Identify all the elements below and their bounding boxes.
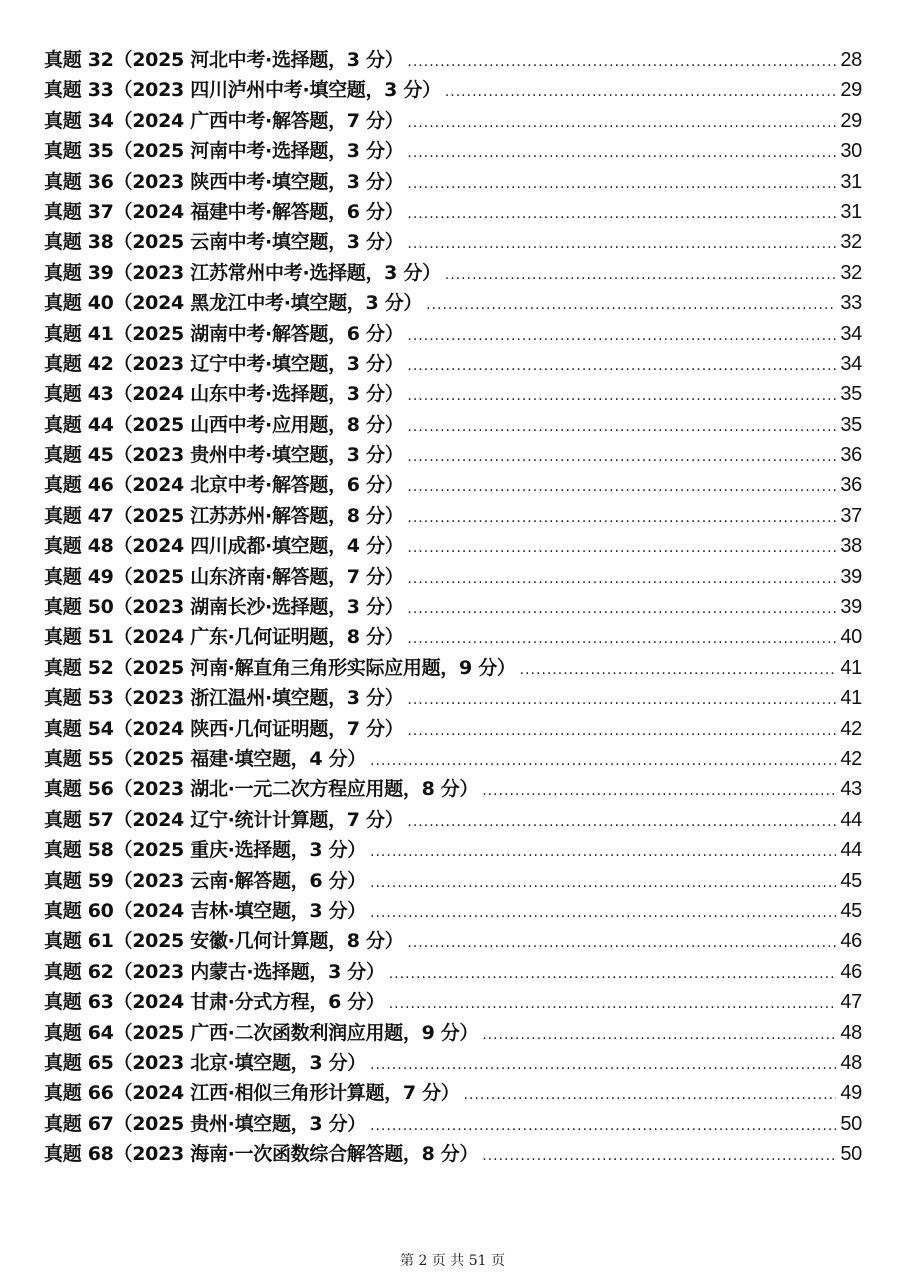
dot-leader [407, 685, 836, 715]
toc-entry-page-number: 45 [840, 869, 862, 892]
toc-entry[interactable] [44, 835, 862, 865]
toc-entry-page-number: 41 [840, 687, 862, 710]
dot-leader [407, 321, 836, 351]
toc-entry-title: 真题 42（2023 辽宁中考·填空题，3 分） [44, 352, 404, 375]
toc-entry-page-number: 47 [840, 991, 862, 1014]
toc-entry[interactable] [44, 592, 862, 622]
toc-entry-page-number: 34 [840, 352, 862, 375]
toc-entry[interactable] [44, 1048, 862, 1078]
dot-leader [407, 807, 836, 837]
toc-entry[interactable] [44, 805, 862, 835]
dot-leader [407, 624, 836, 654]
dot-leader [407, 442, 836, 472]
toc-entry-title: 真题 56（2023 湖北·一元二次方程应用题，8 分） [44, 778, 479, 801]
toc-entry-page-number: 35 [840, 413, 862, 436]
toc-entry-title: 真题 67（2025 贵州·填空题，3 分） [44, 1112, 367, 1135]
toc-entry-title: 真题 49（2025 山东济南·解答题，7 分） [44, 565, 404, 588]
toc-entry-page-number: 34 [840, 322, 862, 345]
toc-entry[interactable] [44, 926, 862, 956]
toc-entry-page-number: 46 [840, 930, 862, 953]
toc-entry[interactable] [44, 470, 862, 500]
toc-entry-title: 真题 33（2023 四川泸州中考·填空题，3 分） [44, 79, 441, 102]
toc-entry-title: 真题 51（2024 广东·几何证明题，8 分） [44, 626, 404, 649]
toc-entry-title: 真题 47（2025 江苏苏州·解答题，8 分） [44, 504, 404, 527]
toc-entry-page-number: 30 [840, 140, 862, 163]
dot-leader [426, 290, 836, 320]
dot-leader [407, 47, 836, 77]
dot-leader [520, 655, 837, 685]
toc-entry-page-number: 31 [840, 170, 862, 193]
toc-entry-page-number: 50 [840, 1112, 862, 1135]
toc-entry-title: 真题 63（2024 甘肃·分式方程，6 分） [44, 991, 385, 1014]
dot-leader [407, 108, 836, 138]
toc-entry[interactable] [44, 136, 862, 166]
toc-entry-title: 真题 38（2025 云南中考·填空题，3 分） [44, 231, 404, 254]
toc-entry[interactable] [44, 75, 862, 105]
toc-entry[interactable] [44, 167, 862, 197]
toc-entry-page-number: 44 [840, 808, 862, 831]
toc-entry[interactable] [44, 987, 862, 1017]
dot-leader [407, 928, 836, 958]
toc-entry-page-number: 29 [840, 109, 862, 132]
toc-entry-title: 真题 39（2023 江苏常州中考·选择题，3 分） [44, 261, 441, 284]
toc-entry-page-number: 42 [840, 717, 862, 740]
toc-entry-page-number: 50 [840, 1143, 862, 1166]
toc-entry-page-number: 39 [840, 596, 862, 619]
toc-entry-page-number: 32 [840, 231, 862, 254]
toc-entry-page-number: 35 [840, 383, 862, 406]
toc-entry[interactable] [44, 379, 862, 409]
dot-leader [370, 746, 836, 776]
toc-entry[interactable] [44, 106, 862, 136]
toc-entry[interactable] [44, 531, 862, 561]
toc-entry[interactable] [44, 410, 862, 440]
dot-leader [407, 594, 836, 624]
dot-leader [464, 1080, 837, 1110]
toc-entry-page-number: 44 [840, 839, 862, 862]
dot-leader [407, 169, 836, 199]
toc-entry[interactable] [44, 653, 862, 683]
toc-entry-title: 真题 37（2024 福建中考·解答题，6 分） [44, 200, 404, 223]
dot-leader [407, 533, 836, 563]
toc-entry-page-number: 38 [840, 535, 862, 558]
toc-entry-title: 真题 65（2023 北京·填空题，3 分） [44, 1051, 367, 1074]
dot-leader [407, 503, 836, 533]
toc-entry-title: 真题 68（2023 海南·一次函数综合解答题，8 分） [44, 1143, 479, 1166]
toc-entry-page-number: 40 [840, 626, 862, 649]
toc-entry-page-number: 39 [840, 565, 862, 588]
dot-leader [370, 1050, 836, 1080]
dot-leader [482, 1020, 836, 1050]
toc-entry-page-number: 41 [840, 656, 862, 679]
dot-leader [407, 564, 836, 594]
dot-leader [407, 472, 836, 502]
toc-entry-title: 真题 43（2024 山东中考·选择题，3 分） [44, 383, 404, 406]
toc-entry-page-number: 37 [840, 504, 862, 527]
toc-entry-title: 真题 58（2025 重庆·选择题，3 分） [44, 839, 367, 862]
toc-entry[interactable] [44, 866, 862, 896]
dot-leader [407, 716, 836, 746]
toc-entry-title: 真题 53（2023 浙江温州·填空题，3 分） [44, 687, 404, 710]
toc-entry-page-number: 42 [840, 747, 862, 770]
table-of-contents [44, 45, 862, 1169]
dot-leader [407, 229, 836, 259]
dot-leader [445, 260, 837, 290]
toc-entry-title: 真题 54（2024 陕西·几何证明题，7 分） [44, 717, 404, 740]
toc-entry[interactable] [44, 258, 862, 288]
toc-entry-page-number: 48 [840, 1051, 862, 1074]
dot-leader [370, 898, 836, 928]
dot-leader [370, 1111, 836, 1141]
toc-entry-title: 真题 50（2023 湖南长沙·选择题，3 分） [44, 596, 404, 619]
toc-entry-title: 真题 57（2024 辽宁·统计计算题，7 分） [44, 808, 404, 831]
toc-entry[interactable] [44, 1139, 862, 1169]
dot-leader [407, 138, 836, 168]
toc-entry[interactable] [44, 622, 862, 652]
toc-entry-title: 真题 59（2023 云南·解答题，6 分） [44, 869, 367, 892]
toc-entry-page-number: 36 [840, 444, 862, 467]
toc-entry-title: 真题 32（2025 河北中考·选择题，3 分） [44, 49, 404, 71]
toc-entry-page-number: 36 [840, 474, 862, 497]
toc-entry-title: 真题 52（2025 河南·解直角三角形实际应用题，9 分） [44, 656, 516, 679]
dot-leader [407, 381, 836, 411]
toc-entry-page-number: 33 [840, 292, 862, 315]
toc-entry[interactable] [44, 501, 862, 531]
toc-entry-page-number: 32 [840, 261, 862, 284]
toc-entry[interactable] [44, 288, 862, 318]
toc-entry[interactable] [44, 197, 862, 227]
toc-entry[interactable] [44, 319, 862, 349]
dot-leader [389, 959, 837, 989]
toc-entry-title: 真题 46（2024 北京中考·解答题，6 分） [44, 474, 404, 497]
toc-entry-title: 真题 60（2024 吉林·填空题，3 分） [44, 899, 367, 922]
page-footer: 第 2 页 共 51 页 [400, 1253, 505, 1269]
toc-entry[interactable] [44, 227, 862, 257]
toc-entry-title: 真题 55（2025 福建·填空题，4 分） [44, 747, 367, 770]
toc-entry[interactable] [44, 896, 862, 926]
toc-entry-page-number: 48 [840, 1021, 862, 1044]
toc-entry-title: 真题 61（2025 安徽·几何计算题，8 分） [44, 930, 404, 953]
dot-leader [389, 989, 837, 1019]
toc-entry-title: 真题 44（2025 山西中考·应用题，8 分） [44, 413, 404, 436]
toc-entry-title: 真题 36（2023 陕西中考·填空题，3 分） [44, 170, 404, 193]
toc-entry-page-number: 43 [840, 778, 862, 801]
dot-leader [482, 776, 836, 806]
toc-entry[interactable] [44, 957, 862, 987]
toc-entry-title: 真题 48（2024 四川成都·填空题，4 分） [44, 535, 404, 558]
dot-leader [370, 837, 836, 867]
toc-entry[interactable] [44, 1018, 862, 1048]
toc-entry-title: 真题 45（2023 贵州中考·填空题，3 分） [44, 444, 404, 467]
toc-entry[interactable] [44, 1109, 862, 1139]
toc-entry-title: 真题 62（2023 内蒙古·选择题，3 分） [44, 960, 385, 983]
toc-entry-title: 真题 34（2024 广西中考·解答题，7 分） [44, 109, 404, 132]
toc-entry[interactable] [44, 774, 862, 804]
toc-entry-title: 真题 35（2025 河南中考·选择题，3 分） [44, 140, 404, 163]
toc-entry-title: 真题 41（2025 湖南中考·解答题，6 分） [44, 322, 404, 345]
toc-entry-title: 真题 40（2024 黑龙江中考·填空题，3 分） [44, 292, 423, 315]
toc-entry-page-number: 31 [840, 200, 862, 223]
toc-entry[interactable] [44, 562, 862, 592]
toc-entry-title: 真题 64（2025 广西·二次函数利润应用题，9 分） [44, 1021, 479, 1044]
toc-entry-page-number: 29 [840, 79, 862, 102]
toc-entry[interactable] [44, 45, 862, 75]
toc-entry-page-number: 28 [840, 49, 862, 71]
toc-entry[interactable] [44, 1078, 862, 1108]
toc-entry[interactable] [44, 683, 862, 713]
toc-entry[interactable] [44, 714, 862, 744]
dot-leader [407, 351, 836, 381]
toc-entry-page-number: 46 [840, 960, 862, 983]
toc-entry-title: 真题 66（2024 江西·相似三角形计算题，7 分） [44, 1082, 460, 1105]
dot-leader [445, 77, 837, 107]
dot-leader [407, 199, 836, 229]
toc-entry[interactable] [44, 744, 862, 774]
dot-leader [407, 412, 836, 442]
toc-entry-page-number: 49 [840, 1082, 862, 1105]
toc-entry[interactable] [44, 349, 862, 379]
dot-leader [482, 1141, 836, 1171]
toc-entry-page-number: 45 [840, 899, 862, 922]
dot-leader [370, 868, 836, 898]
toc-entry[interactable] [44, 440, 862, 470]
